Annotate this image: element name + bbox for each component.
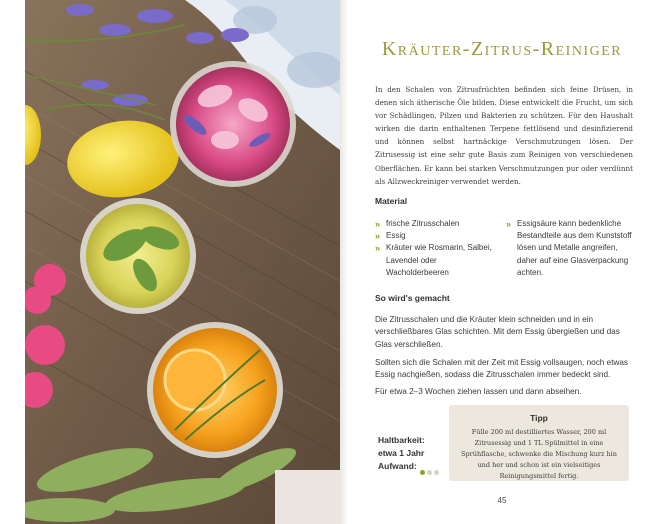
- ingredient-text: frische Zitrusschalen: [386, 219, 460, 228]
- ingredient-note: Essigsäure kann bedenkliche Bestandteile aus dem Kunststoff lösen und Metalle angreifen, daher auf eine Glasverpackung achten.: [517, 219, 632, 277]
- tip-title: Tipp: [530, 413, 548, 423]
- intro-paragraph: In den Schalen von Zitrusfrüchten befinden sich feine Drüsen, in denen sich ätherische Öle bilden. Diese entwickelt die Frucht, um sich vor Schädlingen, Pilzen und Bakterien zu schützen. Für den Haushalt wirken die darin enthaltenen Terpene fettlösend und desinfizierend und können selbst hartnäckige Verschmutzungen lösen. Der Zitrusessig ist eine sehr gute Basis zum Reinigen von verschiedenen Oberflächen. Er kann bei starken Verschmutzungen pur oder verdünnt als Allzweckreiniger verwendet werden.: [375, 85, 633, 186]
- chevron-right-icon: »: [375, 231, 381, 242]
- effort-label: Aufwand:: [378, 461, 417, 471]
- effort-dot-icon: [434, 470, 439, 475]
- chevron-right-icon: »: [506, 219, 512, 229]
- chevron-right-icon: »: [375, 243, 381, 254]
- shelf-life-value: etwa 1 Jahr: [378, 448, 425, 458]
- list-item: [375, 218, 495, 230]
- chevron-right-icon: »: [375, 219, 381, 229]
- tip-text: Fülle 200 ml destilliertes Wasser, 200 ml Zitrusessig und 1 TL Spülmittel in eine Sprühflasche, schwenke die Mischung kurz hin und her und schon ist ein vielseitiges Reinigungsmittel fertig.: [461, 428, 617, 480]
- effort-rating: [420, 462, 441, 480]
- tip-box: [449, 405, 629, 481]
- ingredient-text: Kräuter wie Rosmarin, Salbei, Lavendel oder Wacholderbeeren: [386, 243, 492, 277]
- list-item: [375, 242, 495, 279]
- recipe-title: Kräuter-Zitrus-Reiniger: [381, 38, 623, 60]
- ingredients-list: [375, 218, 495, 279]
- photo-page: [25, 0, 340, 524]
- material-heading: Material: [375, 196, 408, 206]
- list-item: [375, 230, 495, 242]
- ingredient-notes: [506, 218, 634, 279]
- page-number: 45: [497, 496, 507, 505]
- method-step: Die Zitrusschalen und die Kräuter klein schneiden und in ein verschließbares Glas schichten. Mit dem Essig übergießen und das Glas verschließen.: [375, 315, 620, 349]
- ingredient-text: Essig: [386, 231, 406, 241]
- effort-dot-icon: [420, 470, 425, 475]
- method-step: Sollten sich die Schalen mit der Zeit mit Essig vollsaugen, noch etwas Essig nachgießen, sodass die Zitrusschalen immer bedeckt sind.: [375, 358, 629, 380]
- effort-dot-icon: [427, 470, 432, 475]
- recipe-page: [348, 0, 656, 524]
- method-heading: So wird's gemacht: [375, 293, 450, 303]
- page-gutter: [340, 0, 348, 524]
- list-item: [506, 218, 634, 279]
- method-step: Für etwa 2–3 Wochen ziehen lassen und dann abseihen.: [375, 387, 582, 396]
- jars-photo: [25, 0, 340, 524]
- shelf-life-label: Haltbarkeit:: [378, 435, 425, 445]
